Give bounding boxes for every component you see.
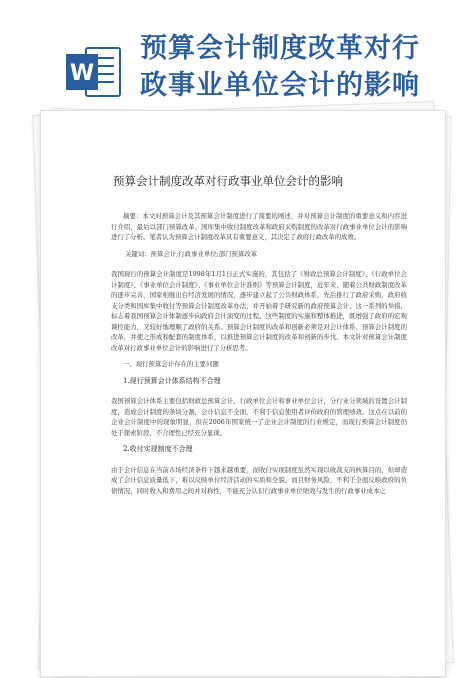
banner-title — [140, 30, 470, 104]
subsection-heading-2: 2.收付实现制度不合理 — [123, 445, 193, 453]
document-title: 预算会计制度改革对行政事业单位会计的影响 — [113, 174, 343, 188]
header-banner — [0, 0, 474, 118]
subsection-heading-1: 1.现行预算会计体系结构不合理 — [123, 376, 221, 385]
intro-paragraph: 我国现行的预算会计制度是1998年1月1日正式实施的，其包括了《财政总预算会计制度》、《行政单位会计制度》、《事业单位会计制度》、《事业单位会计准则》等预算会计制度，近年来，随着公共财政制度改革的逐步完善，国家相继出台经济发展的情况，逐步建立起了公共财政体系，先后推行了政府采购，政府收支分类和国库集中收付等预算会计制度改革办法，并开始着手研究新的政府预算会计。这一系列的举措，标志着我国预算会计体制逐步向政府会计演变的过程。这些制度的实施和整体推进，既增强了政府的宏观调控能力，又较好地理顺了政府的关系。预算会计制度的改革和创新必须是对会计体系、预算会计制度的改革，并使之形成和配套的制度体系，以推进预算会计制度的改革和创新的步伐。本文针对预算会计制度改革对行政事业单位会计的影响进行了分析思考。 — [111, 270, 407, 352]
body-paragraph-2: 由于会计信息在当前市场经济条件下越来越重要，而收付实现制度虽然实现以收裁支的核算目的，但却造成了会计信息质量低下，难以反映单位经济活动的实质和全貌，而且财务风险，不利于全面反映政府的负债情况，同时收入和费用之间并对称性，不能充分认识行政事业单位绩效与发生的行政事业成本之 — [111, 465, 407, 495]
document-body — [111, 211, 407, 496]
document-page — [40, 110, 446, 677]
word-document-icon — [64, 44, 124, 100]
section-heading-1: 一、现行预算会计存在的主要问题 — [123, 360, 219, 368]
keywords-line: 关键词：预算会计;行政事业单位;部门预算改革 — [125, 249, 258, 258]
abstract-paragraph: 摘要：本文对预算会计及其预算会计制度进行了简要的阐述，并对预算会计制度的重要意义和内容进行介绍，最后以部门预算改革、国库集中收付制度改革和政府采购制度的改革对行政事业单位会计的影响进行了分析。笔者认为预算会计制度改革具有重要意义，其决定了政府行政改革的成败。 — [111, 212, 407, 241]
svg-text:W: W — [69, 61, 95, 86]
banner-title-line2: 政事业单位会计的影响 — [140, 70, 420, 101]
body-paragraph-1: 我国预算会计体系主要包括财政总预算会计、行政单位会计和事业单位会计，分行业分领域的设置会计制度，造成会计制度的条块分割，会计信息不全面，不利于信息使用者评价政府的管理绩效。这点在以前的企业会计制度中的现象明显，但在2006年国家统一了企业会计制度的行业规定，而现行预算会计制度仍处于探索阶段，不合理性已经充分显现。 — [111, 397, 407, 437]
banner-title-line1: 预算会计制度改革对行 — [140, 33, 420, 64]
